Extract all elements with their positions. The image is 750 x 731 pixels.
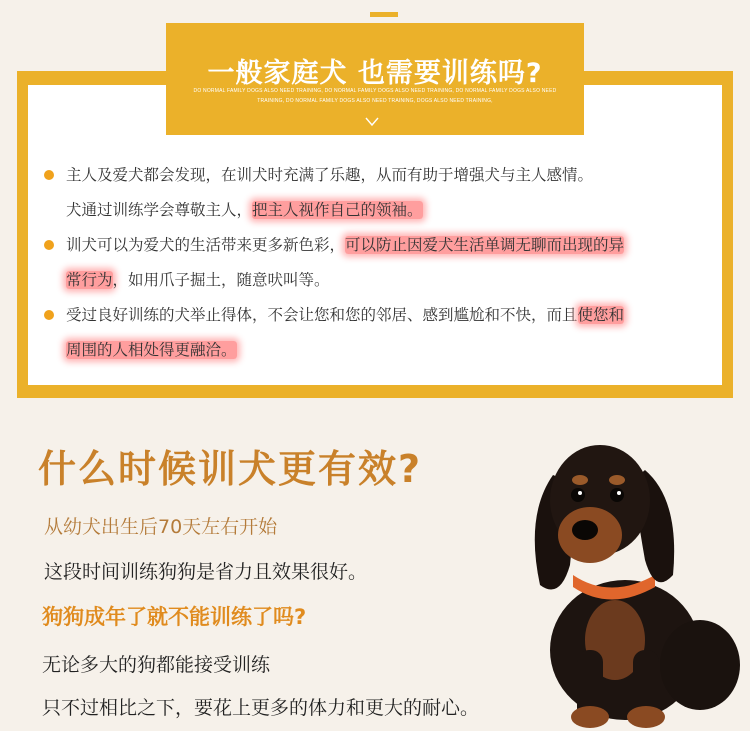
list-item-continuation (44, 193, 724, 228)
list-item (44, 158, 724, 193)
benefit-list (44, 158, 724, 368)
list-item (44, 228, 724, 263)
banner-subtitle: DO NORMAL FAMILY DOGS ALSO NEED TRAINING, DO NORMAL FAMILY DOGS ALSO NEED TRAINING, DO NORMAL FAMILY DOGS ALSO NEED TRAINING, DO NORMAL FAMILY DOGS ALSO NEED TRAINING, DOGS ALSO NEED TRAINING, (193, 88, 557, 104)
highlighted-text: 使您和 (577, 306, 625, 324)
highlighted-text: 周围的人相处得更融洽。 (66, 341, 237, 359)
title-accent-dash (370, 12, 398, 17)
section-subheading: 从幼犬出生后70天左右开始 (44, 516, 278, 538)
bullet-text: 训犬可以为爱犬的生活带来更多新色彩， (66, 236, 346, 254)
bullet-text: ，如用爪子掘土，随意吠叫等。 (112, 271, 330, 289)
section-text: 这段时间训练狗狗是省力且效果很好。 (44, 561, 368, 583)
section-text: 无论多大的狗都能接受训练 (42, 654, 271, 676)
section-heading: 什么时候训犬更有效? (38, 447, 423, 491)
banner-title: 一般家庭犬 也需要训练吗? (207, 58, 543, 89)
list-item-continuation (44, 333, 724, 368)
section-text: 只不过相比之下，要花上更多的体力和更大的耐心。 (42, 697, 480, 719)
title-banner (166, 23, 584, 135)
bullet-text: 受过良好训练的犬举止得体，不会让您和您的邻居、感到尴尬和不快，而且 (66, 306, 578, 324)
list-item (44, 298, 724, 333)
highlighted-text: 可以防止因爱犬生活单调无聊而出现的异 (345, 236, 625, 254)
list-item-continuation (44, 263, 724, 298)
bullet-dot-icon (44, 170, 54, 180)
bullet-text: 犬通过训练学会尊敬主人， (66, 201, 253, 219)
section-question: 狗狗成年了就不能训练了吗? (42, 605, 307, 629)
bullet-text: 主人及爱犬都会发现，在训犬时充满了乐趣，从而有助于增强犬与主人感情。 (66, 166, 594, 184)
highlighted-text: 常行为 (66, 271, 113, 289)
chevron-down-icon (365, 115, 379, 129)
bullet-dot-icon (44, 240, 54, 250)
bullet-dot-icon (44, 310, 54, 320)
highlighted-text: 把主人视作自己的领袖。 (252, 201, 423, 219)
dachshund-puppy-image (505, 425, 750, 731)
